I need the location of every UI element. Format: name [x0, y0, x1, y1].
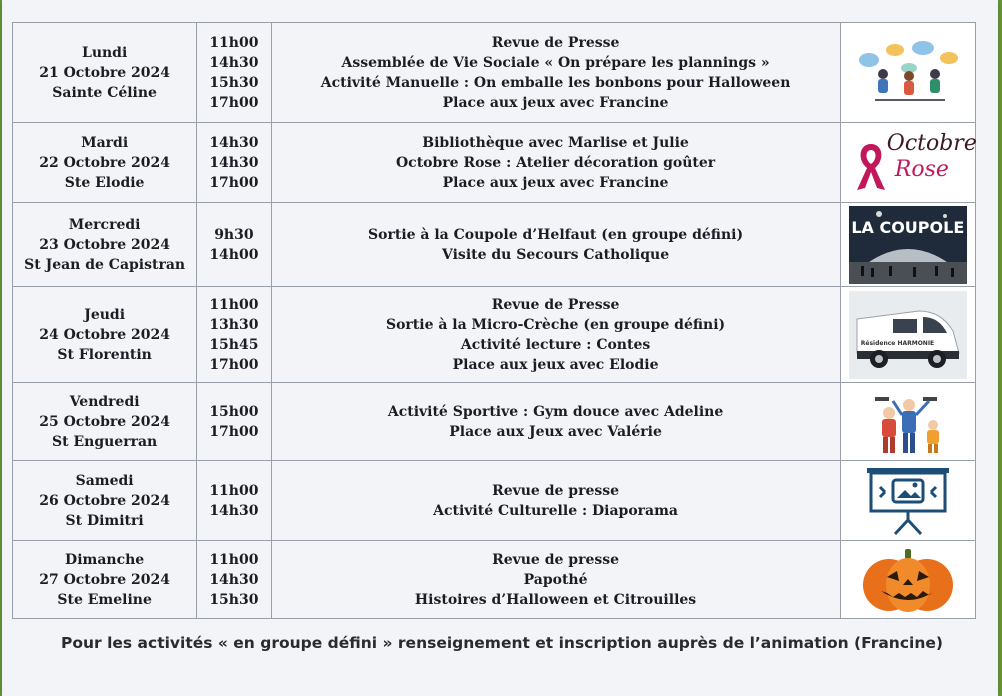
pink-ribbon-icon: [849, 130, 977, 194]
day-name: Lundi: [81, 44, 128, 61]
activities-cell: [271, 541, 840, 619]
day-name: Dimanche: [65, 551, 145, 568]
day-saint: Ste Emeline: [57, 591, 152, 608]
time: 14h30: [209, 502, 259, 519]
time: 17h00: [209, 94, 259, 111]
footer-note: Pour les activités « en groupe défini » renseignement et inscription auprès de l’animation (Francine): [61, 634, 943, 652]
day-name: Samedi: [75, 472, 134, 489]
day-date: 24 Octobre 2024: [39, 326, 171, 343]
times-cell: [197, 23, 271, 123]
activity: Revue de presse: [492, 482, 620, 499]
times-cell: [197, 461, 271, 541]
activities-cell: [271, 203, 840, 287]
time: 11h00: [209, 296, 259, 313]
day-saint: St Enguerran: [52, 433, 158, 450]
activity: Place aux jeux avec Francine: [442, 94, 669, 111]
activity: Activité lecture : Contes: [460, 336, 651, 353]
time: 15h45: [209, 336, 259, 353]
day-row-dimanche: [13, 541, 976, 619]
ribbon-title-line2: Rose: [894, 156, 949, 182]
activities-cell: [271, 461, 840, 541]
illustration-cell: [840, 23, 975, 123]
day-date: 22 Octobre 2024: [39, 154, 171, 171]
illustration-cell: [840, 383, 975, 461]
day-date: 25 Octobre 2024: [39, 413, 171, 430]
time: 15h00: [209, 403, 259, 420]
day-row-samedi: [13, 461, 976, 541]
day-cell: [13, 287, 197, 383]
activity: Place aux jeux avec Elodie: [452, 356, 659, 373]
activity: Assemblée de Vie Sociale « On prépare les plannings »: [341, 54, 770, 71]
day-saint: St Jean de Capistran: [24, 256, 186, 273]
day-row-lundi: [13, 23, 976, 123]
day-saint: Sainte Céline: [52, 84, 157, 101]
ribbon-title-line1: Octobre: [886, 130, 977, 156]
day-name: Vendredi: [69, 393, 140, 410]
day-date: 23 Octobre 2024: [39, 236, 171, 253]
activity: Revue de Presse: [491, 34, 620, 51]
time: 11h00: [209, 34, 259, 51]
time: 15h30: [209, 74, 259, 91]
time: 17h00: [209, 423, 259, 440]
day-row-mardi: [13, 123, 976, 203]
illustration-cell: [840, 123, 975, 203]
activity: Sortie à la Micro-Crèche (en groupe défini): [385, 316, 726, 333]
times-cell: [197, 203, 271, 287]
activities-cell: [271, 383, 840, 461]
activity: Activité Sportive : Gym douce avec Adeline: [387, 403, 724, 420]
day-saint: St Dimitri: [65, 512, 144, 529]
activity: Place aux Jeux avec Valérie: [449, 423, 662, 440]
day-cell: [13, 383, 197, 461]
coupole-title: LA COUPOLE: [851, 217, 965, 237]
activity: Octobre Rose : Atelier décoration goûter: [395, 154, 716, 171]
activity: Revue de Presse: [491, 296, 620, 313]
activities-cell: [271, 123, 840, 203]
activity: Visite du Secours Catholique: [442, 246, 670, 263]
activity: Bibliothèque avec Marlise et Julie: [422, 134, 689, 151]
minibus-label: Résidence HARMONIE: [860, 339, 935, 347]
day-name: Mercredi: [68, 216, 141, 233]
time: 13h30: [209, 316, 259, 333]
illustration-cell: [840, 541, 975, 619]
day-cell: [13, 461, 197, 541]
illustration-cell: [840, 461, 975, 541]
times-cell: [197, 287, 271, 383]
illustration-cell: [840, 287, 975, 383]
day-saint: Ste Elodie: [64, 174, 145, 191]
activity: Place aux jeux avec Francine: [442, 174, 669, 191]
day-name: Mardi: [81, 134, 129, 151]
day-cell: [13, 203, 197, 287]
minibus-photo: [849, 291, 967, 379]
day-cell: [13, 23, 197, 123]
times-cell: [197, 541, 271, 619]
day-row-mercredi: [13, 203, 976, 287]
times-cell: [197, 383, 271, 461]
illustration-cell: [840, 203, 975, 287]
time: 14h30: [209, 154, 259, 171]
time: 11h00: [209, 551, 259, 568]
activity: Activité Culturelle : Diaporama: [433, 502, 678, 519]
times-cell: [197, 123, 271, 203]
time: 14h00: [209, 246, 259, 263]
projector-screen-icon: [849, 464, 967, 538]
pumpkin-icon: [849, 545, 967, 615]
weekly-planning-table: [12, 22, 976, 619]
planning-sheet: [2, 0, 998, 696]
day-date: 26 Octobre 2024: [39, 492, 171, 509]
time: 17h00: [209, 174, 259, 191]
day-date: 21 Octobre 2024: [39, 64, 171, 81]
day-name: Jeudi: [84, 306, 126, 323]
time: 17h00: [209, 356, 259, 373]
activities-cell: [271, 287, 840, 383]
time: 14h30: [209, 134, 259, 151]
day-cell: [13, 123, 197, 203]
seniors-exercising-icon: [849, 387, 967, 457]
day-row-vendredi: [13, 383, 976, 461]
day-row-jeudi: [13, 287, 976, 383]
activity: Revue de presse: [492, 551, 620, 568]
activities-cell: [271, 23, 840, 123]
activity: Activité Manuelle : On emballe les bonbons pour Halloween: [320, 74, 791, 91]
activity: Histoires d’Halloween et Citrouilles: [414, 591, 697, 608]
time: 14h30: [209, 571, 259, 588]
day-saint: St Florentin: [57, 346, 152, 363]
time: 14h30: [209, 54, 259, 71]
day-date: 27 Octobre 2024: [39, 571, 171, 588]
time: 9h30: [214, 226, 254, 243]
coupole-photo: [849, 206, 967, 284]
time: 11h00: [209, 482, 259, 499]
people-talking-icon: [849, 38, 967, 108]
activity: Sortie à la Coupole d’Helfaut (en groupe défini): [368, 226, 744, 243]
time: 15h30: [209, 591, 259, 608]
activity: Papothé: [523, 571, 588, 588]
day-cell: [13, 541, 197, 619]
